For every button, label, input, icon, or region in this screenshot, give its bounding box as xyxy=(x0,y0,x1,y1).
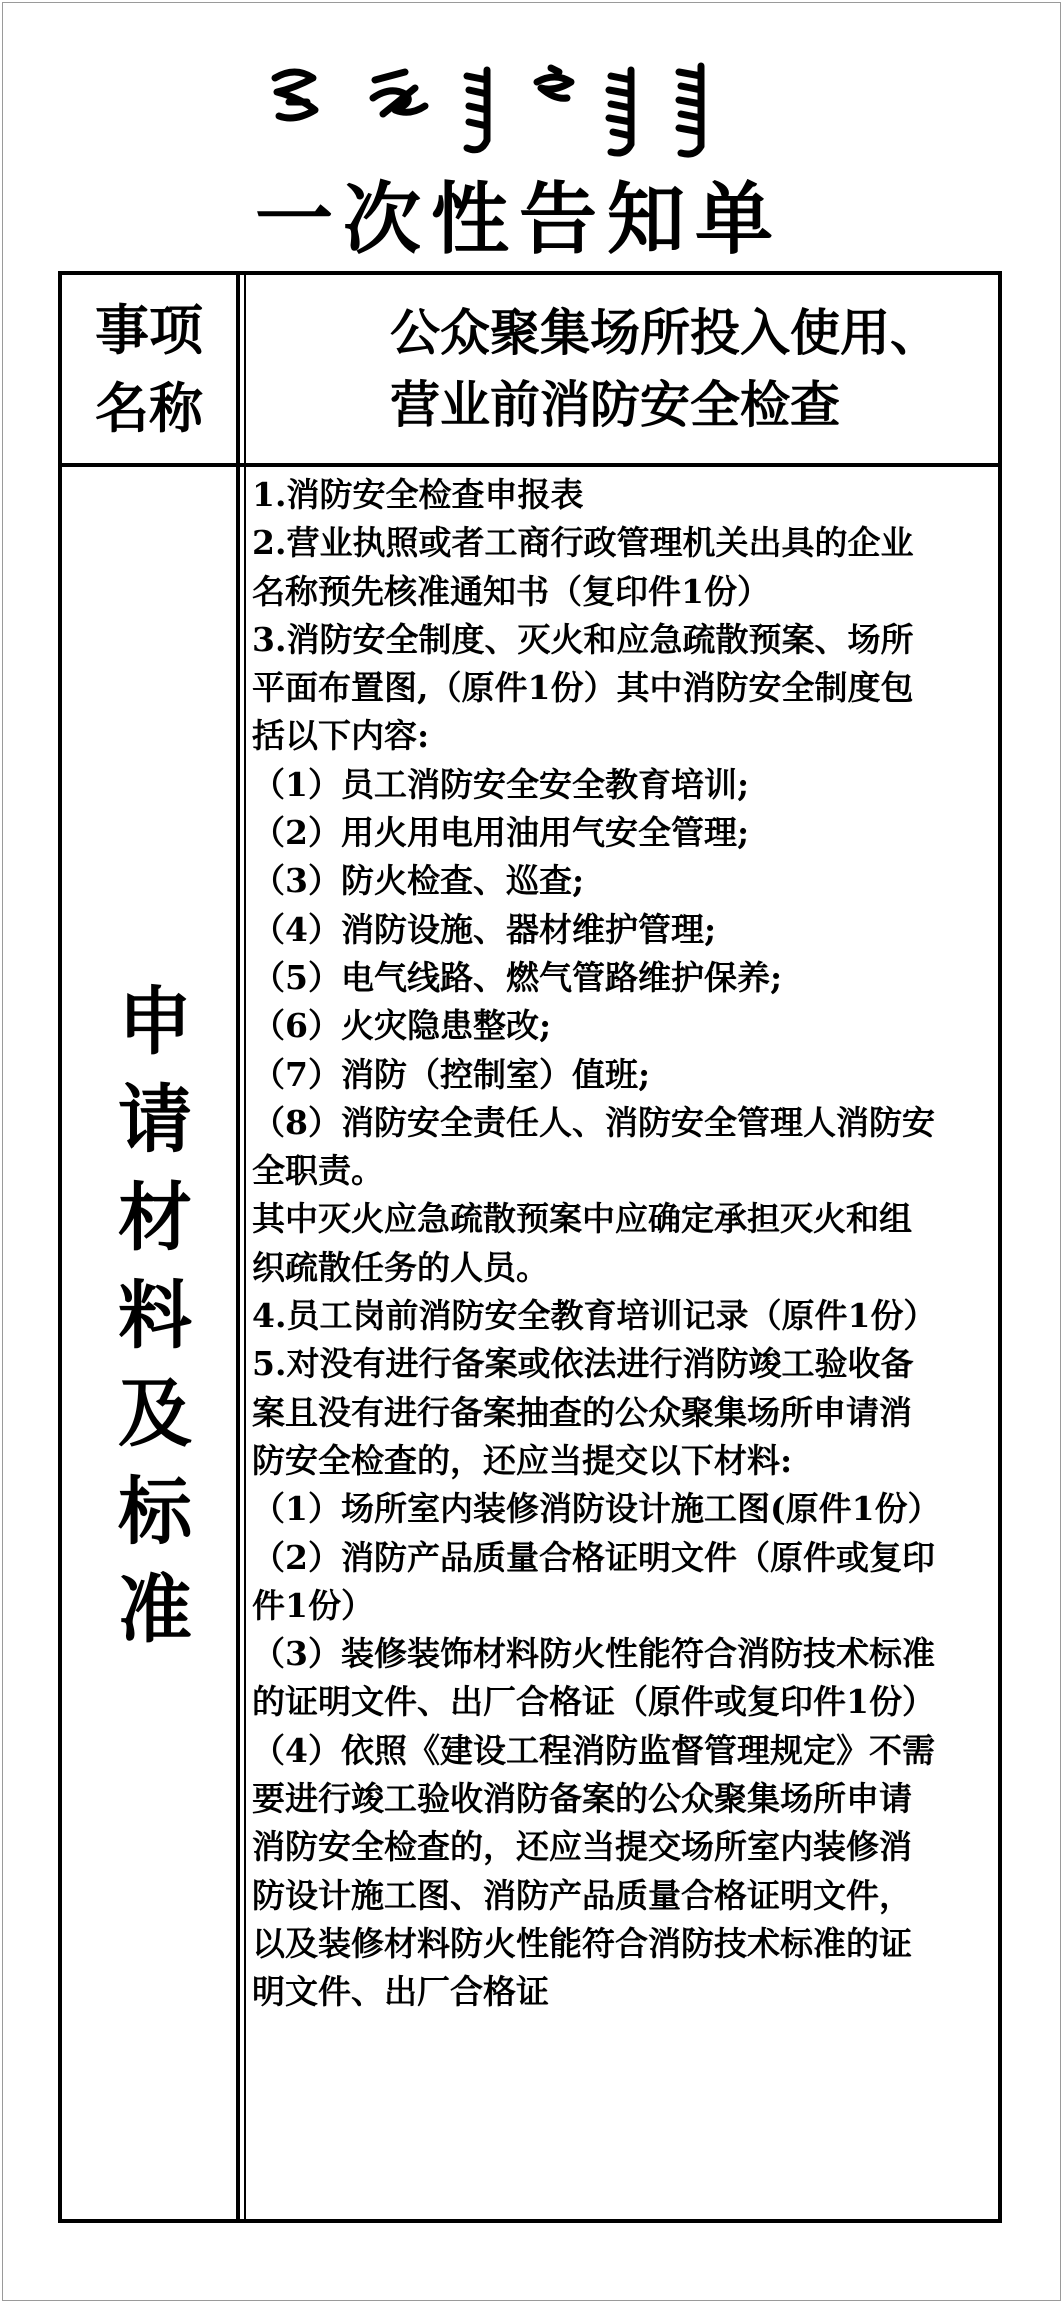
requirement-line: 以及装修材料防火性能符合消防技术标准的证 xyxy=(252,1923,912,1963)
mongolian-word-5 xyxy=(609,70,631,153)
requirement-line: （4）依照《建设工程消防监督管理规定》不需 xyxy=(252,1730,935,1770)
column-divider xyxy=(236,275,240,2219)
page-title: 一次性告知单 xyxy=(255,174,784,265)
requirement-line: （2）消防产品质量合格证明文件（原件或复印 xyxy=(252,1537,935,1577)
requirement-line: 案且没有进行备案抽查的公众聚集场所申请消 xyxy=(252,1392,912,1432)
requirement-line: （5）电气线路、燃气管路维护保养; xyxy=(252,957,783,997)
requirement-line: （6）火灾隐患整改; xyxy=(252,1006,552,1046)
requirement-line: 5.对没有进行备案或依法进行消防竣工验收备 xyxy=(252,1344,914,1384)
requirement-line: （3）装修装饰材料防火性能符合消防技术标准 xyxy=(252,1634,935,1674)
requirement-line: 3.消防安全制度、灭火和应急疏散预案、场所 xyxy=(252,619,914,659)
requirement-line: 要进行竣工验收消防备案的公众聚集场所申请 xyxy=(252,1779,912,1819)
item-name-value-line2: 营业前消防安全检查 xyxy=(390,375,840,434)
requirement-line: 织疏散任务的人员。 xyxy=(252,1247,549,1287)
requirement-line: 消防安全检查的，还应当提交场所室内装修消 xyxy=(252,1827,912,1867)
item-name-label-line1: 事项 xyxy=(95,298,203,362)
requirement-line: 平面布置图,（原件1份）其中消防安全制度包 xyxy=(252,668,914,708)
requirement-line: 防设计施工图、消防产品质量合格证明文件， xyxy=(252,1875,912,1915)
mongolian-word-6 xyxy=(679,66,701,154)
requirements-label-cell xyxy=(62,467,236,2223)
mongolian-word-1 xyxy=(275,72,315,118)
mongolian-word-3 xyxy=(467,70,487,150)
requirement-line: 名称预先核准通知书（复印件1份） xyxy=(252,571,770,611)
mongolian-word-2 xyxy=(373,72,425,114)
requirement-line: （1）场所室内装修消防设计施工图(原件1份） xyxy=(252,1489,941,1529)
column-divider-inner xyxy=(244,275,246,2219)
mongolian-word-4 xyxy=(537,68,571,98)
requirement-line: （7）消防（控制室）值班; xyxy=(252,1054,651,1094)
requirement-line: （2）用火用电用油用气安全管理; xyxy=(252,813,750,853)
requirement-line: 明文件、出厂合格证 xyxy=(252,1972,549,2012)
item-name-label xyxy=(62,275,236,463)
requirement-line: （8）消防安全责任人、消防安全管理人消防安 xyxy=(252,1102,935,1142)
requirement-line: 1.消防安全检查申报表 xyxy=(252,475,584,514)
requirement-line: （4）消防设施、器材维护管理; xyxy=(252,909,717,949)
requirement-line: （1）员工消防安全安全教育培训; xyxy=(252,764,750,804)
requirement-line: 4.员工岗前消防安全教育培训记录（原件1份） xyxy=(252,1296,937,1336)
item-name-label-line2: 名称 xyxy=(95,376,203,440)
notice-table xyxy=(58,271,1002,2223)
requirements-list xyxy=(252,471,1000,2211)
item-name-value xyxy=(250,275,990,463)
requirement-line: 括以下内容: xyxy=(252,716,430,756)
requirement-line: 件1份） xyxy=(252,1585,374,1625)
requirement-line: 的证明文件、出厂合格证（原件或复印件1份） xyxy=(252,1682,935,1722)
mongolian-script-title xyxy=(255,58,755,158)
requirement-line: 2.营业执照或者工商行政管理机关出具的企业 xyxy=(252,523,914,563)
requirements-label: 申请材料及标准 xyxy=(106,982,192,1668)
requirement-line: 防安全检查的，还应当提交以下材料: xyxy=(252,1440,793,1480)
requirement-line: （3）防火检查、巡查; xyxy=(252,861,585,901)
item-name-value-line1: 公众聚集场所投入使用、 xyxy=(390,303,940,362)
requirement-line: 其中灭火应急疏散预案中应确定承担灭火和组 xyxy=(252,1199,912,1239)
requirement-line: 全职责。 xyxy=(252,1151,384,1191)
